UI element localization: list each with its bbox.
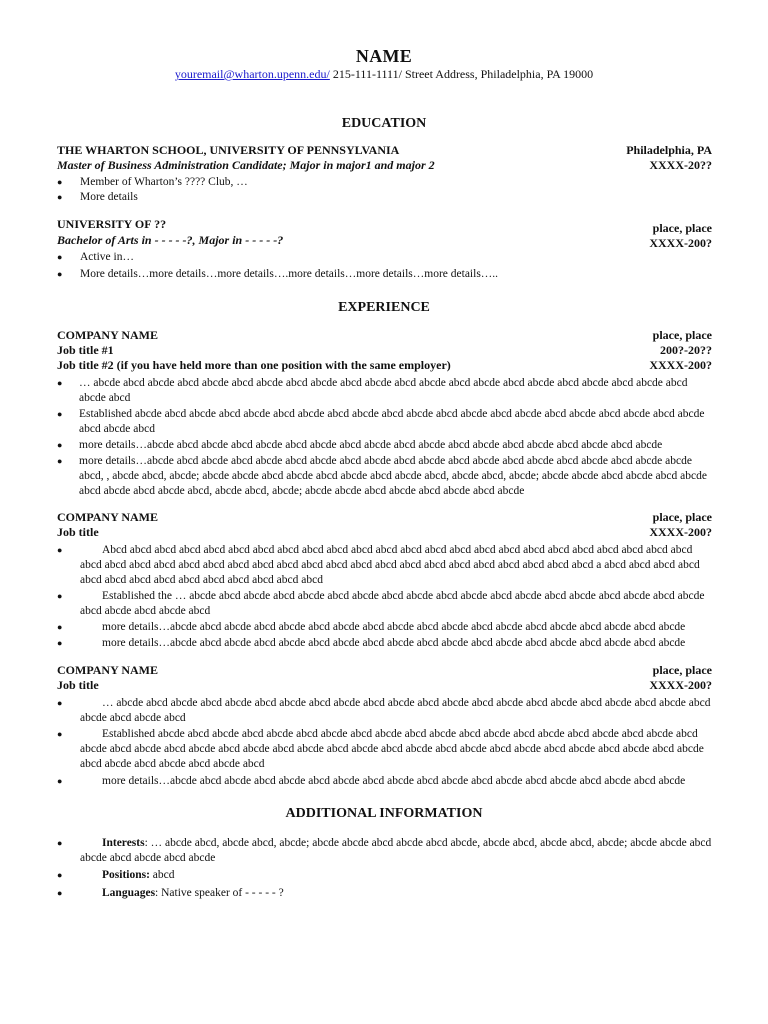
item-label: Languages: [102, 887, 156, 899]
contact-line: [0, 67, 768, 82]
education-entry-1-degree: [57, 158, 712, 173]
education-entry-2-header: [57, 217, 712, 235]
list-item: ● Established abcde abcd abcde abcd abcde abcd abcde abcd abcde abcd abcde abcd abcde abcd abcde abcd abcde abcd abcde abcd abcde abcd abcde abcd abcde abcd abcde abcd abcde abcd abcde abcd abcde abcd abcde abcd abcde abcd abcde abcd abcde abcd abcde abcd abcde abcd abcde abcd abcde abcd: [57, 728, 704, 770]
list-item: ● more details…abcde abcd abcde abcd abcde abcd abcde abcd abcde abcd abcde abcd abcde abcd abcde abcd abcde abcd abcde: [57, 637, 686, 649]
degree-dates: XXXX-20??: [649, 158, 712, 172]
experience-heading: EXPERIENCE: [338, 300, 430, 315]
additional-info-heading: ADDITIONAL INFORMATION: [285, 806, 483, 821]
list-item: ● more details…abcde abcd abcde abcd abcde abcd abcde abcd abcde abcd abcde abcd abcde abcd abcde abcd abcde abcd abcde: [57, 439, 663, 451]
list-item: ● Abcd abcd abcd abcd abcd abcd abcd abcd abcd abcd abcd abcd abcd abcd abcd abcd abcd abcd abcd abcd abcd abcd abcd abcd abcd abcd abcd abcd abcd abcd abcd abcd abcd abcd abcd abcd abcd abcd abcd abcd abcd abcd abcd abcd abcd a abcd abcd abcd abcd abcd abcd abcd abcd abcd abcd abcd abcd abcd abcd: [57, 544, 700, 586]
list-item: ● Member of Wharton’s ???? Club, …: [57, 176, 248, 188]
job-title: Job title: [57, 678, 99, 692]
job-1-title-2: [57, 358, 712, 373]
list-item: ● more details…abcde abcd abcde abcd abcde abcd abcde abcd abcde abcd abcde abcd abcde abcd abcde abcd abcde abcd abcde: [57, 621, 686, 633]
list-item: ● Established the … abcde abcd abcde abcd abcde abcd abcde abcd abcde abcd abcde abcd abcde abcd abcde abcd abcde abcd abcde abcd abcde abcd abcde abcd: [57, 590, 705, 617]
company-name: COMPANY NAME: [57, 328, 158, 342]
school-location: place, place: [652, 221, 712, 235]
candidate-name: NAME: [355, 46, 413, 66]
job-1-header: [57, 328, 712, 343]
company-location: place, place: [652, 510, 712, 524]
item-label: Interests: [102, 837, 145, 849]
list-item: ● Interests: … abcde abcd, abcde abcd, abcde; abcde abcde abcd abcde abcd abcde, abcde abcd, abcde abcd, abcde; abcde abcde abcd abcde abcd abcde abcd abcde: [57, 837, 712, 864]
job-3-title: [57, 678, 712, 693]
education-heading: EDUCATION: [341, 116, 427, 131]
school-location: Philadelphia, PA: [626, 143, 712, 157]
list-item: ● Active in…: [57, 251, 134, 263]
company-name: COMPANY NAME: [57, 510, 158, 524]
job-1-title-1: [57, 343, 712, 358]
school-name: THE WHARTON SCHOOL, UNIVERSITY OF PENNSYLVANIA: [57, 143, 400, 157]
school-name: UNIVERSITY OF ??: [57, 217, 167, 231]
education-entry-1-header: [57, 143, 712, 158]
company-location: place, place: [652, 663, 712, 677]
company-location: place, place: [652, 328, 712, 342]
item-text: abcd: [152, 869, 175, 881]
job-3-header: [57, 663, 712, 678]
list-item: ● More details…more details…more details….more details…more details…more details…..: [57, 268, 499, 280]
contact-details: 215-111-1111/ Street Address, Philadelphia, PA 19000: [329, 67, 594, 81]
education-entry-2-degree: [57, 233, 712, 248]
job-title: Job title #1: [57, 343, 114, 357]
degree: Master of Business Administration Candidate; Major in major1 and major 2: [57, 158, 435, 172]
job-2-header: [57, 510, 712, 525]
job-2-title: [57, 525, 712, 540]
job-dates: 200?-20??: [660, 343, 712, 357]
email-link[interactable]: youremail@wharton.upenn.edu/: [174, 67, 330, 81]
job-title: Job title #2 (if you have held more than one position with the same employer): [57, 358, 451, 372]
degree: Bachelor of Arts in - - - - -?, Major in - - - - -?: [57, 233, 284, 247]
list-item: ● … abcde abcd abcde abcd abcde abcd abcde abcd abcde abcd abcde abcd abcde abcd abcde abcd abcde abcd abcde abcd abcde abcd abcde abcd: [57, 377, 688, 404]
degree-dates: XXXX-200?: [649, 236, 712, 250]
item-text: Native speaker of - - - - - ?: [161, 887, 284, 899]
list-item: ● Established abcde abcd abcde abcd abcde abcd abcde abcd abcde abcd abcde abcd abcde abcd abcde abcd abcde abcd abcde abcd abcde abcd abcde abcd: [57, 408, 705, 435]
list-item: ● Positions: abcd: [57, 869, 175, 881]
item-label: Positions:: [102, 869, 150, 881]
list-item: ● more details…abcde abcd abcde abcd abcde abcd abcde abcd abcde abcd abcde abcd abcde abcd abcde abcd abcde abcd abcde: [57, 775, 686, 787]
job-dates: XXXX-200?: [649, 525, 712, 539]
list-item: ● more details…abcde abcd abcde abcd abcde abcd abcde abcd abcde abcd abcde abcd abcde abcd abcde abcd abcde abcd abcde abcde abcd, , abcde abcd, abcde; abcde abcde abcd abcde abcd abcde abcd abcde abcd, abcde abcd, abcde; abcde abcde abcd abcde abcd abcde abcd abcde abcd abcde abcd, abcde abcd, abcde; abcde abcde abcd abcde abcd abcde abcd abcde: [57, 455, 707, 497]
list-item: ● More details: [57, 191, 138, 203]
job-dates: XXXX-200?: [649, 358, 712, 372]
company-name: COMPANY NAME: [57, 663, 158, 677]
list-item: ● Languages: Native speaker of - - - - - ?: [57, 887, 284, 899]
job-dates: XXXX-200?: [649, 678, 712, 692]
item-text: … abcde abcd, abcde abcd, abcde; abcde abcde abcd abcde abcd abcde, abcde abcd, abcde abcd, abcde; abcde abcde abcd abcde abcd abcde abcd abcde: [80, 837, 712, 864]
list-item: ● … abcde abcd abcde abcd abcde abcd abcde abcd abcde abcd abcde abcd abcde abcd abcde abcd abcde abcd abcde abcd abcde abcd abcde abcd abcde abcd: [57, 697, 711, 724]
job-title: Job title: [57, 525, 99, 539]
